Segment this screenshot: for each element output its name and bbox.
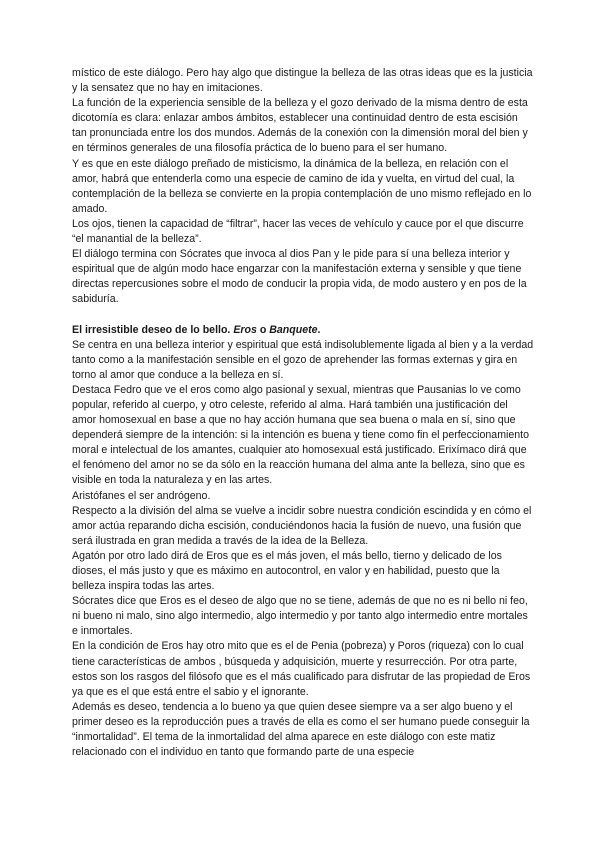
paragraph: Aristófanes el ser andrógeno. <box>72 489 211 502</box>
document-page <box>72 66 534 760</box>
paragraph: Respecto a la división del alma se vuelve a incidir sobre nuestra condición escindida y en cómo el amor actúa reparando dicha escisión, conduciéndonos hacia la fusión de nuevo, una fusión que será ilustrada en gran medida a través de la idea de la Belleza. <box>72 504 532 547</box>
heading-suffix: . <box>317 323 321 336</box>
paragraph: Agatón por otro lado dirá de Eros que es el más joven, el más bello, tierno y delicado de los dioses, el más justo y que es máximo en autocontrol, en valor y en habilidad, puesto que la belleza inspira todas las artes. <box>72 549 502 593</box>
heading-middle: o <box>256 323 270 336</box>
paragraph: El diálogo termina con Sócrates que invoca al dios Pan y le pide para sí una belleza interior y espiritual que de algún modo hace engarzar con la manifestación externa y sensible y que tiene directas repercusiones sobre el modo de conducir la propia vida, de modo austero y en pos de la sabiduría. <box>72 248 527 306</box>
paragraph: místico de este diálogo. Pero hay algo que distingue la belleza de las otras ideas que es la justicia y la sensatez que no hay en imitaciones. <box>72 67 533 95</box>
paragraph: Además es deseo, tendencia a lo bueno ya que quien desee siempre va a ser algo bueno y el primer deseo es la reproducción pues a través de ella es como el ser humano puede conseguir la “inmortalidad”. El tema de la inmortalidad del alma aparece en este diálogo con este matiz relacionado con el individuo en tanto que formando parte de una especie <box>72 700 530 759</box>
paragraph: Y es que en este diálogo preñado de misticismo, la dinámica de la belleza, en relación con el amor, habrá que entenderla como una especie de camino de ida y vuelta, en virtud del cual, la contemplación de la belleza se convierte en la propia contemplación de uno mismo reflejado en lo amado. <box>72 157 532 215</box>
paragraph: En la condición de Eros hay otro mito que es el de Penia (pobreza) y Poros (riqueza) con lo cual tiene características de ambos , búsqueda y adquisición, muerte y resurrección. Por otra parte, estos son los rasgos del filósofo que es el más cualificado para disfrutar de las propiedad de Eros ya que es el que está entre el sabio y el ignorante. <box>72 640 531 698</box>
paragraph: Destaca Fedro que ve el eros como algo pasional y sexual, mientras que Pausanias lo ve como popular, referido al cuerpo, y otro celeste, referido al alma. Hará también una justificación del amor homosexual en base a que no hay acción humana que sea buena o mala en sí, sino que dependerá siempre de la intención: si la intención es buena y tiene como fin el perfeccionamiento moral e intelectual de los amantes, cualquier ato homosexual está justificado. Erixímaco dirá que el fenómeno del amor no se da sólo en la reacción humana del alma ante la belleza, sino que es visible en toda la naturaleza y en las artes. <box>72 383 529 487</box>
paragraph: Los ojos, tienen la capacidad de “filtrar”, hacer las veces de vehículo y cauce por el que discurre “el manantial de la belleza”. <box>72 217 524 246</box>
paragraph: Sócrates dice que Eros es el deseo de algo que no se tiene, además de que no es ni bello ni feo, ni bueno ni malo, sino algo intermedio, algo intermedio y por tanto algo intermedio entre mortales e inmortales. <box>72 595 528 638</box>
paragraph: Se centra en una belleza interior y espiritual que está indisolublemente ligada al bien y a la verdad tanto como a la manifestación sensible en el gozo de aprehender las formas externas y gira en torno al amor que conduce a la belleza en sí. <box>72 338 534 381</box>
paragraph: La función de la experiencia sensible de la belleza y el gozo derivado de la misma dentro de esta dicotomía es clara: enlazar ambos ámbitos, establecer una continuidad dentro de esta escisión tan pronunciada entre los dos mundos. Además de la conexión con la dimensión moral del bien y en términos generales de una filosofía práctica de lo bueno para el ser humano. <box>72 97 528 155</box>
section-heading <box>72 323 534 338</box>
heading-banquete: Banquete <box>269 323 318 336</box>
heading-prefix: El irresistible deseo de lo bello. <box>72 323 234 336</box>
heading-eros: Eros <box>233 323 257 336</box>
